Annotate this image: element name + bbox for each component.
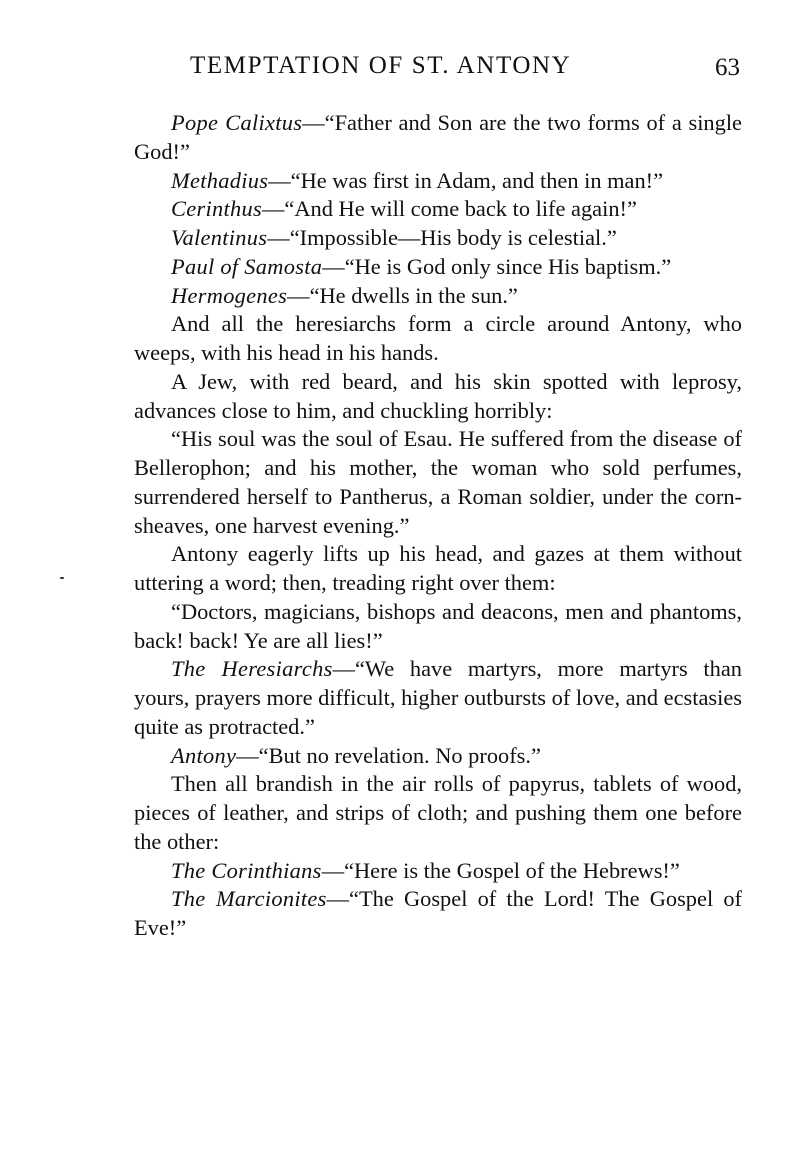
speaker-name: The Marcionites bbox=[171, 886, 327, 912]
paragraph bbox=[134, 253, 742, 282]
speaker-dash: — bbox=[267, 225, 290, 250]
speaker-dash: — bbox=[322, 253, 345, 279]
paragraph-text: Antony eagerly lifts up his head, and gazes at them without uttering a word; then, treading right over them: bbox=[134, 541, 742, 595]
paragraph bbox=[134, 195, 742, 224]
paragraph-text: A Jew, with red beard, and his skin spotted with leprosy, advances close to him, and chuckling horribly: bbox=[134, 368, 742, 423]
page-number: 63 bbox=[715, 54, 740, 81]
paragraph-text: “He is God only since His baptism.” bbox=[344, 253, 672, 279]
paragraph-text: “Impossible—His body is celestial.” bbox=[289, 225, 617, 250]
paragraph-text: “Doctors, magicians, bishops and deacons, men and phantoms, back! back! Ye are all lies!” bbox=[134, 598, 742, 653]
paragraph bbox=[134, 224, 742, 253]
paragraph bbox=[134, 425, 742, 540]
paragraph bbox=[134, 167, 742, 196]
margin-speck bbox=[60, 577, 64, 579]
paragraph-text: “His soul was the soul of Esau. He suffered from the disease of Bellerophon; and his mother, the woman who sold perfumes, surrendered herself to Pantherus, a Roman soldier, under the corn-sheaves, one harvest evening.” bbox=[134, 426, 742, 538]
paragraph-text: “He dwells in the sun.” bbox=[309, 282, 518, 308]
speaker-dash: — bbox=[268, 167, 291, 193]
paragraph bbox=[134, 770, 742, 856]
speaker-name: Pope Calixtus bbox=[171, 110, 303, 135]
paragraph bbox=[134, 368, 742, 426]
speaker-dash: — bbox=[302, 110, 325, 135]
paragraph-text: “The Gospel of the Lord! The Gospel of Eve!” bbox=[134, 886, 743, 940]
speaker-name: Paul of Samosta bbox=[171, 253, 323, 279]
paragraph-text: And all the heresiarchs form a circle around Antony, who weeps, with his head in his hands. bbox=[134, 311, 742, 365]
running-head bbox=[190, 52, 740, 88]
speaker-name: Antony bbox=[171, 742, 237, 768]
paragraph bbox=[134, 310, 742, 368]
paragraph-text: “Father and Son are the two forms of a single God!” bbox=[134, 110, 742, 164]
paragraph-text: “But no revelation. No proofs.” bbox=[258, 742, 541, 768]
paragraph bbox=[134, 282, 742, 311]
running-title: TEMPTATION OF ST. ANTONY bbox=[190, 52, 572, 79]
speaker-dash: — bbox=[332, 656, 355, 682]
speaker-dash: — bbox=[262, 196, 285, 222]
paragraph-text: “Here is the Gospel of the Hebrews!” bbox=[344, 857, 680, 883]
body-text bbox=[134, 109, 742, 943]
speaker-name: The Heresiarchs bbox=[171, 656, 333, 682]
speaker-name: The Corinthians bbox=[171, 857, 322, 883]
paragraph-text: Then all brandish in the air rolls of papyrus, tablets of wood, pieces of leather, and strips of cloth; and pushing them one before the other: bbox=[134, 771, 742, 854]
paragraph bbox=[134, 598, 742, 656]
speaker-dash: — bbox=[236, 742, 259, 768]
paragraph bbox=[134, 109, 742, 167]
speaker-name: Valentinus bbox=[171, 225, 268, 250]
speaker-dash: — bbox=[326, 886, 350, 912]
paragraph-text: “And He will come back to life again!” bbox=[284, 196, 637, 222]
paragraph bbox=[134, 742, 742, 771]
speaker-name: Cerinthus bbox=[171, 196, 263, 222]
paragraph bbox=[134, 540, 742, 598]
speaker-name: Methadius bbox=[171, 167, 269, 193]
speaker-dash: — bbox=[321, 857, 345, 883]
paragraph-text: “We have martyrs, more martyrs than yours, prayers more difficult, higher outbursts of love, and ecstasies quite as protracted.” bbox=[134, 656, 742, 739]
paragraph bbox=[134, 655, 742, 741]
speaker-dash: — bbox=[287, 282, 310, 308]
speaker-name: Hermogenes bbox=[171, 282, 288, 308]
paragraph bbox=[134, 857, 742, 886]
paragraph bbox=[134, 885, 742, 943]
paragraph-text: “He was first in Adam, and then in man!” bbox=[290, 167, 664, 193]
